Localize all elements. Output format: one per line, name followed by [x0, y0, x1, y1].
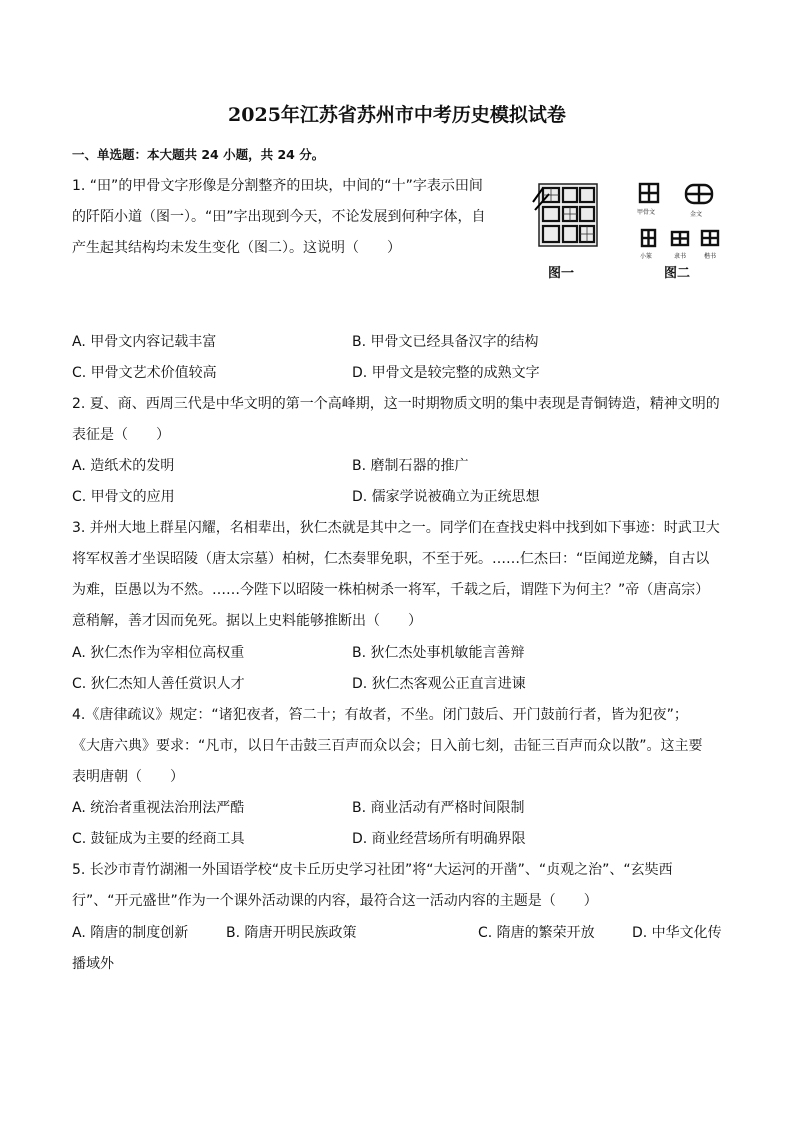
question-3-option-c[interactable]: C. 狄仁杰知人善任赏识人才	[72, 676, 245, 692]
question-2-line-2: 表征是（ ）	[72, 427, 170, 443]
question-5-option-c[interactable]: C. 隋唐的繁荣开放	[478, 925, 595, 941]
question-1-line-1: 1. “田”的甲骨文字形像是分割整齐的田块，中间的“十”字表示田间	[72, 178, 483, 194]
question-2-option-a[interactable]: A. 造纸术的发明	[72, 458, 175, 474]
question-3-line-3: 为难，臣愚以为不然。……今陛下以昭陵一株柏树杀一将军，千载之后，谓陛下为何主？”帝（唐高宗）	[72, 582, 710, 598]
figure-2-label-regular: 楷书	[704, 253, 717, 260]
figure-2-caption: 图二	[664, 266, 691, 281]
question-5-line-2: 行”、“开元盛世”作为一个课外活动课的内容，最符合这一活动内容的主题是（ ）	[72, 893, 598, 909]
question-5-option-d-continued: 播域外	[72, 956, 114, 972]
question-3-option-d[interactable]: D. 狄仁杰客观公正直言进谏	[352, 676, 526, 692]
question-4-line-3: 表明唐朝（ ）	[72, 769, 184, 785]
figure-2-label-oracle: 甲骨文	[637, 209, 656, 216]
question-1-option-b[interactable]: B. 甲骨文已经具备汉字的结构	[352, 334, 539, 350]
question-3-option-a[interactable]: A. 狄仁杰作为宰相位高权重	[72, 645, 245, 661]
page-title: 2025年江苏省苏州市中考历史模拟试卷	[228, 104, 566, 126]
figure-2-script-evolution-image	[634, 180, 726, 262]
question-4-line-1: 4.《唐律疏议》规定：“诸犯夜者，笞二十；有故者，不坐。闭门鼓后、开门鼓前行者，皆为犯夜”；	[72, 707, 688, 723]
question-3-option-b[interactable]: B. 狄仁杰处事机敏能言善辩	[352, 645, 525, 661]
figure-1-oracle-bone-image	[531, 180, 603, 260]
figure-2-label-seal: 小篆	[640, 253, 653, 260]
question-5-option-a[interactable]: A. 隋唐的制度创新	[72, 925, 189, 941]
question-2-option-b[interactable]: B. 磨制石器的推广	[352, 458, 469, 474]
question-2-option-c[interactable]: C. 甲骨文的应用	[72, 489, 175, 505]
question-1-line-3: 产生起其结构均未发生变化（图二）。这说明（ ）	[72, 240, 401, 256]
question-4-option-b[interactable]: B. 商业活动有严格时间限制	[352, 800, 525, 816]
question-4-option-c[interactable]: C. 鼓钲成为主要的经商工具	[72, 831, 245, 847]
question-5-line-1: 5. 长沙市青竹湖湘一外国语学校“皮卡丘历史学习社团”将“大运河的开凿”、“贞观之治”、“玄奘西	[72, 862, 673, 878]
figure-1-caption: 图一	[548, 266, 575, 281]
question-1-option-c[interactable]: C. 甲骨文艺术价值较高	[72, 365, 217, 381]
question-5-option-b[interactable]: B. 隋唐开明民族政策	[226, 925, 357, 941]
question-1-line-2: 的阡陌小道（图一）。“田”字出现到今天，不论发展到何种字体，自	[72, 209, 486, 225]
section-heading: 一、单选题：本大题共 24 小题，共 24 分。	[72, 147, 325, 162]
question-5-option-d[interactable]: D. 中华文化传	[632, 925, 722, 941]
question-3-line-1: 3. 并州大地上群星闪耀，名相辈出，狄仁杰就是其中之一。同学们在查找史料中找到如下事迹：时武卫大	[72, 520, 720, 536]
figure-2-label-clerical: 隶书	[674, 253, 687, 260]
question-1-option-a[interactable]: A. 甲骨文内容记载丰富	[72, 334, 217, 350]
question-2-line-1: 2. 夏、商、西周三代是中华文明的第一个高峰期，这一时期物质文明的集中表现是青铜铸造，精神文明的	[72, 396, 720, 412]
question-2-option-d[interactable]: D. 儒家学说被确立为正统思想	[352, 489, 540, 505]
question-1-option-d[interactable]: D. 甲骨文是较完整的成熟文字	[352, 365, 540, 381]
question-4-line-2: 《大唐六典》要求：“凡市，以日午击鼓三百声而众以会；日入前七刻，击钲三百声而众以散”。这主要	[72, 738, 703, 754]
question-3-line-4: 意稍解，善才因而免死。据以上史料能够推断出（ ）	[72, 613, 422, 629]
question-3-line-2: 将军权善才坐误昭陵（唐太宗墓）柏树，仁杰奏罪免职，不至于死。……仁杰曰：“臣闻逆龙鳞，自古以	[72, 551, 710, 567]
question-4-option-a[interactable]: A. 统治者重视法治刑法严酷	[72, 800, 245, 816]
figure-2-label-bronze: 金文	[690, 211, 703, 218]
question-4-option-d[interactable]: D. 商业经营场所有明确界限	[352, 831, 526, 847]
